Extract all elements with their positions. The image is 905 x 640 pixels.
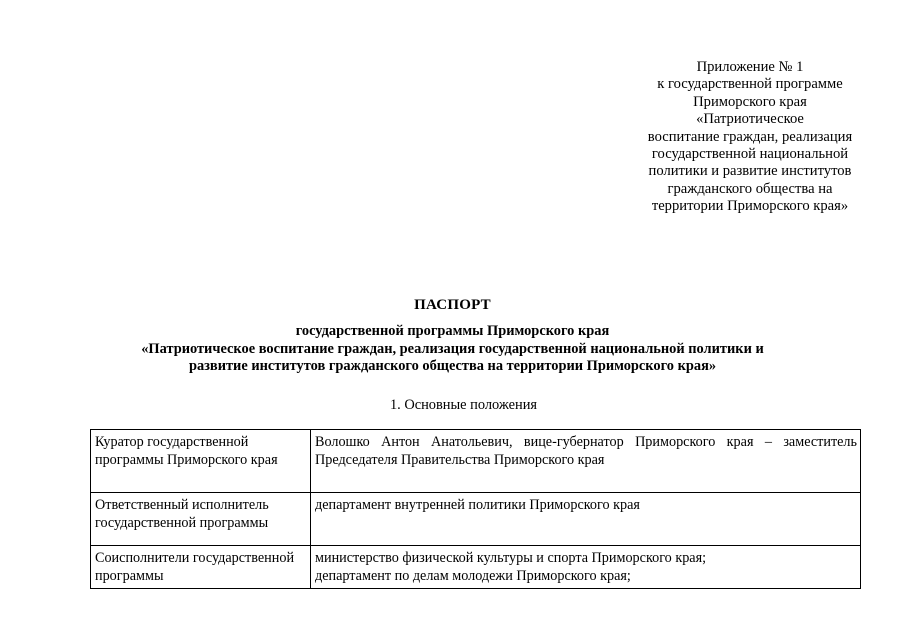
table-row xyxy=(91,493,861,546)
appendix-line: территории Приморского края» xyxy=(651,198,849,215)
row-label: программы xyxy=(95,567,164,584)
appendix-line: государственной национальной xyxy=(651,146,849,163)
row-value: министерство физической культуры и спорта Приморского края; xyxy=(315,550,707,566)
row-label: программы Приморского края xyxy=(95,451,278,468)
row-value-cell xyxy=(311,493,861,546)
appendix-header xyxy=(630,59,870,216)
row-value: Волошко Антон Анатольевич, вице-губернатор Приморского края – заместитель xyxy=(315,434,857,450)
appendix-line: Приложение № 1 xyxy=(696,59,804,75)
table-row xyxy=(91,546,861,589)
row-value-cell xyxy=(311,430,861,493)
row-value: департамент по делам молодежи Приморского края; xyxy=(315,567,631,584)
passport-table xyxy=(90,429,861,589)
row-label: Куратор государственной xyxy=(95,434,249,450)
row-value: Председателя Правительства Приморского края xyxy=(315,451,605,468)
subtitle-line: «Патриотическое воспитание граждан, реализация государственной национальной политики и xyxy=(141,340,764,357)
table-row xyxy=(91,430,861,493)
program-subtitle xyxy=(0,323,905,376)
appendix-line: гражданского общества на xyxy=(667,180,833,197)
row-label: Соисполнители государственной xyxy=(95,550,295,566)
row-label-cell xyxy=(91,493,311,546)
appendix-line: к государственной программе xyxy=(657,76,843,93)
row-value-cell xyxy=(311,546,861,589)
appendix-line: «Патриотическое xyxy=(696,111,804,128)
row-label-cell xyxy=(91,430,311,493)
section-title: 1. Основные положения xyxy=(389,397,538,413)
passport-title: ПАСПОРТ xyxy=(414,297,491,313)
appendix-line: воспитание граждан, реализация xyxy=(647,128,853,145)
appendix-line: политики и развитие институтов xyxy=(648,163,852,180)
row-label: государственной программы xyxy=(95,514,269,531)
subtitle-line: государственной программы Приморского края xyxy=(295,323,610,339)
row-label: Ответственный исполнитель xyxy=(95,497,269,513)
appendix-line: Приморского края xyxy=(693,93,807,110)
subtitle-line: развитие институтов гражданского общества на территории Приморского края» xyxy=(188,358,717,375)
row-label-cell xyxy=(91,546,311,589)
row-value: департамент внутренней политики Приморского края xyxy=(315,497,640,513)
